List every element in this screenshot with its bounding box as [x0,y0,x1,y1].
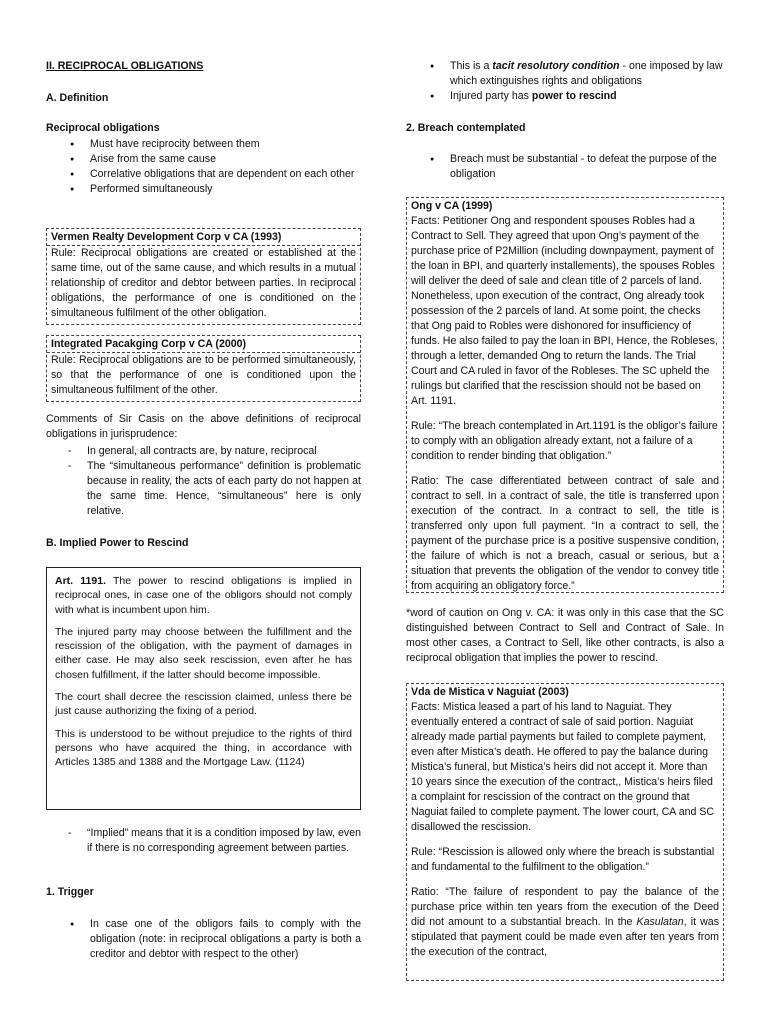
list-item: ● Injured party has power to rescind [406,89,724,104]
article-p1: Art. 1191. The power to rescind obligations is implied in reciprocal ones, in case one of the obligors should not comply with what is incumbent upon him. [55,575,352,616]
case-box-mistica [406,683,724,981]
case-facts: Facts: Petitioner Ong and respondent spouses Robles had a Contract to Sell. They agreed that upon Ong’s payment of the purchase price of P2Million (including downpayment, payment of the loan in BPI, and quarterly installements), the spouses Robles will deliver the deed of sale and clean title of 2 parcels of land. Nonetheless, upon execution of the contract, Ong already took possession of the 2 parcels of land. At some point, the checks that Ong paid to Robles were dishonored for insufficiency of funds. He also failed to pay the loan in BPI, Hence, the Robleses, through a letter, demanded Ong to return the lands. The Trial Court and CA ruled in favor of the Robleses. The SC upheld the rulings but clarified that the rescission should not be based on Art. 1191. [411,215,718,407]
case-ratio: Ratio: The case differentiated between contract of sale and contract to sell. In a contract of sale, the title is transferred upon execution of the contract. In a contract to sell, the title is transferred only upon full payment. “In a contract to sell, the payment of the purchase price is a positive suspensive condition, the failure of which is not a breach, casual or serious, but a situation that prevents the obligation of the vendor to convey title from acquiring an obligatory force.” [411,475,719,592]
list-item: ● This is a tacit resolutory condition - one imposed by law which extinguishes rights and obligations [406,59,724,89]
comments-paragraph: Comments of Sir Casis on the above definitions of reciprocal obligations in jurisprudence: [46,413,361,440]
article-p4: This is understood to be without prejudice to the rights of third persons who have acquired the thing, in accordance with Articles 1385 and 1388 and the Mortgage Law. (1124) [55,727,352,769]
case-rule: Rule: Reciprocal obligations are to be performed simultaneously, so that the performance of one is conditioned upon the simultaneous fulfilment of the other. [51,354,356,396]
list-item: - The “simultaneous performance” definition is problematic because in reality, the acts of each party do not happen at the same time. Hence, “simultaneous” here is only relative. [46,459,361,519]
case-title: Integrated Pacakging Corp v CA (2000) [47,336,360,353]
case-rule: Rule: Reciprocal obligations are created or established at the same time, out of the same cause, and which results in a mutual relationship of creditor and debtor between parties. In reciprocal obligations, the performance of one is conditioned on the simultaneous fulfilment of the other obligation. [51,247,356,319]
heading-breach: 2. Breach contemplated [406,122,526,134]
article-label: Art. 1191. [55,575,106,587]
heading-trigger: 1. Trigger [46,886,94,898]
list-item: ● Breach must be substantial - to defeat the purpose of the obligation [406,152,724,182]
breach-list [406,152,724,182]
reciprocal-list [46,137,361,197]
comments-list [46,444,361,519]
case-ratio: Ratio: “The failure of respondent to pay the balance of the purchase price within ten years from the execution of the Deed did not amount to a substantial breach. In the Kasulatan, it was stipulated that payment could be made even after ten years from the execution of the contract, [411,886,719,958]
article-p2: The injured party may choose between the fulfillment and the rescission of the obligation, with the payment of damages in either case. He may also seek rescission, even after he has chosen fulfillment, if the latter should become impossible. [55,625,352,681]
list-item: ● Arise from the same cause [46,152,361,167]
case-facts: Facts: Mistica leased a part of his land to Naguiat. They eventually entered a contract of sale of said portion. Naguiat already made partial payments but failed to complete payment, even after Mistica’s death. He offered to pay the balance during Mistica’s funeral, but Mistica’s heirs did not accept it. More than 10 years since the execution of the contract,, Mistica’s heirs filed a complaint for rescission of the contract on the ground that Naguiat failed to complete payment. The lower court, CA and SC disallowed the rescission. [411,701,715,833]
case-box-integrated [46,335,361,402]
list-item: ● Performed simultaneously [46,182,361,197]
case-rule: Rule: “Rescission is allowed only where the breach is substantial and fundamental to the fulfilment to the obligation.” [411,846,715,873]
list-item: - “Implied” means that it is a condition imposed by law, even if there is no corresponding agreement between parties. [46,826,361,856]
case-title: Vda de Mistica v Naguiat (2003) [411,686,569,698]
caution-paragraph: *word of caution on Ong v. CA: it was only in this case that the SC distinguished between Contract to Sell and Contract of Sale. In most other cases, a Contract to Sell, like other contracts, is also a reciprocal obligation that implies the power to rescind. [406,607,724,664]
case-box-ong [406,197,724,593]
trigger-list [46,917,361,962]
list-item: ● Must have reciprocity between them [46,137,361,152]
heading-reciprocal-obligations: Reciprocal obligations [46,122,160,134]
article-1191-box [46,567,361,810]
case-rule: Rule: “The breach contemplated in Art.1191 is the obligor’s failure to comply with an obligation already extant, not a failure of a condition to render binding that obligation.” [411,420,718,462]
case-box-vermen [46,228,361,325]
case-title: Vermen Realty Development Corp v CA (1993) [47,229,360,246]
case-title: Ong v CA (1999) [411,200,493,212]
condition-list [406,59,724,104]
section-title: II. RECIPROCAL OBLIGATIONS [46,60,204,72]
list-item: - In general, all contracts are, by nature, reciprocal [46,444,361,459]
list-item: ● Correlative obligations that are dependent on each other [46,167,361,182]
implied-note-list [46,826,361,856]
heading-definition: A. Definition [46,92,109,104]
heading-implied-power: B. Implied Power to Rescind [46,537,189,549]
list-item: ● In case one of the obligors fails to comply with the obligation (note: in reciprocal obligations a party is both a creditor and debtor with respect to the other) [46,917,361,962]
article-p3: The court shall decree the rescission claimed, unless there be just cause authorizing the fixing of a period. [55,691,352,718]
